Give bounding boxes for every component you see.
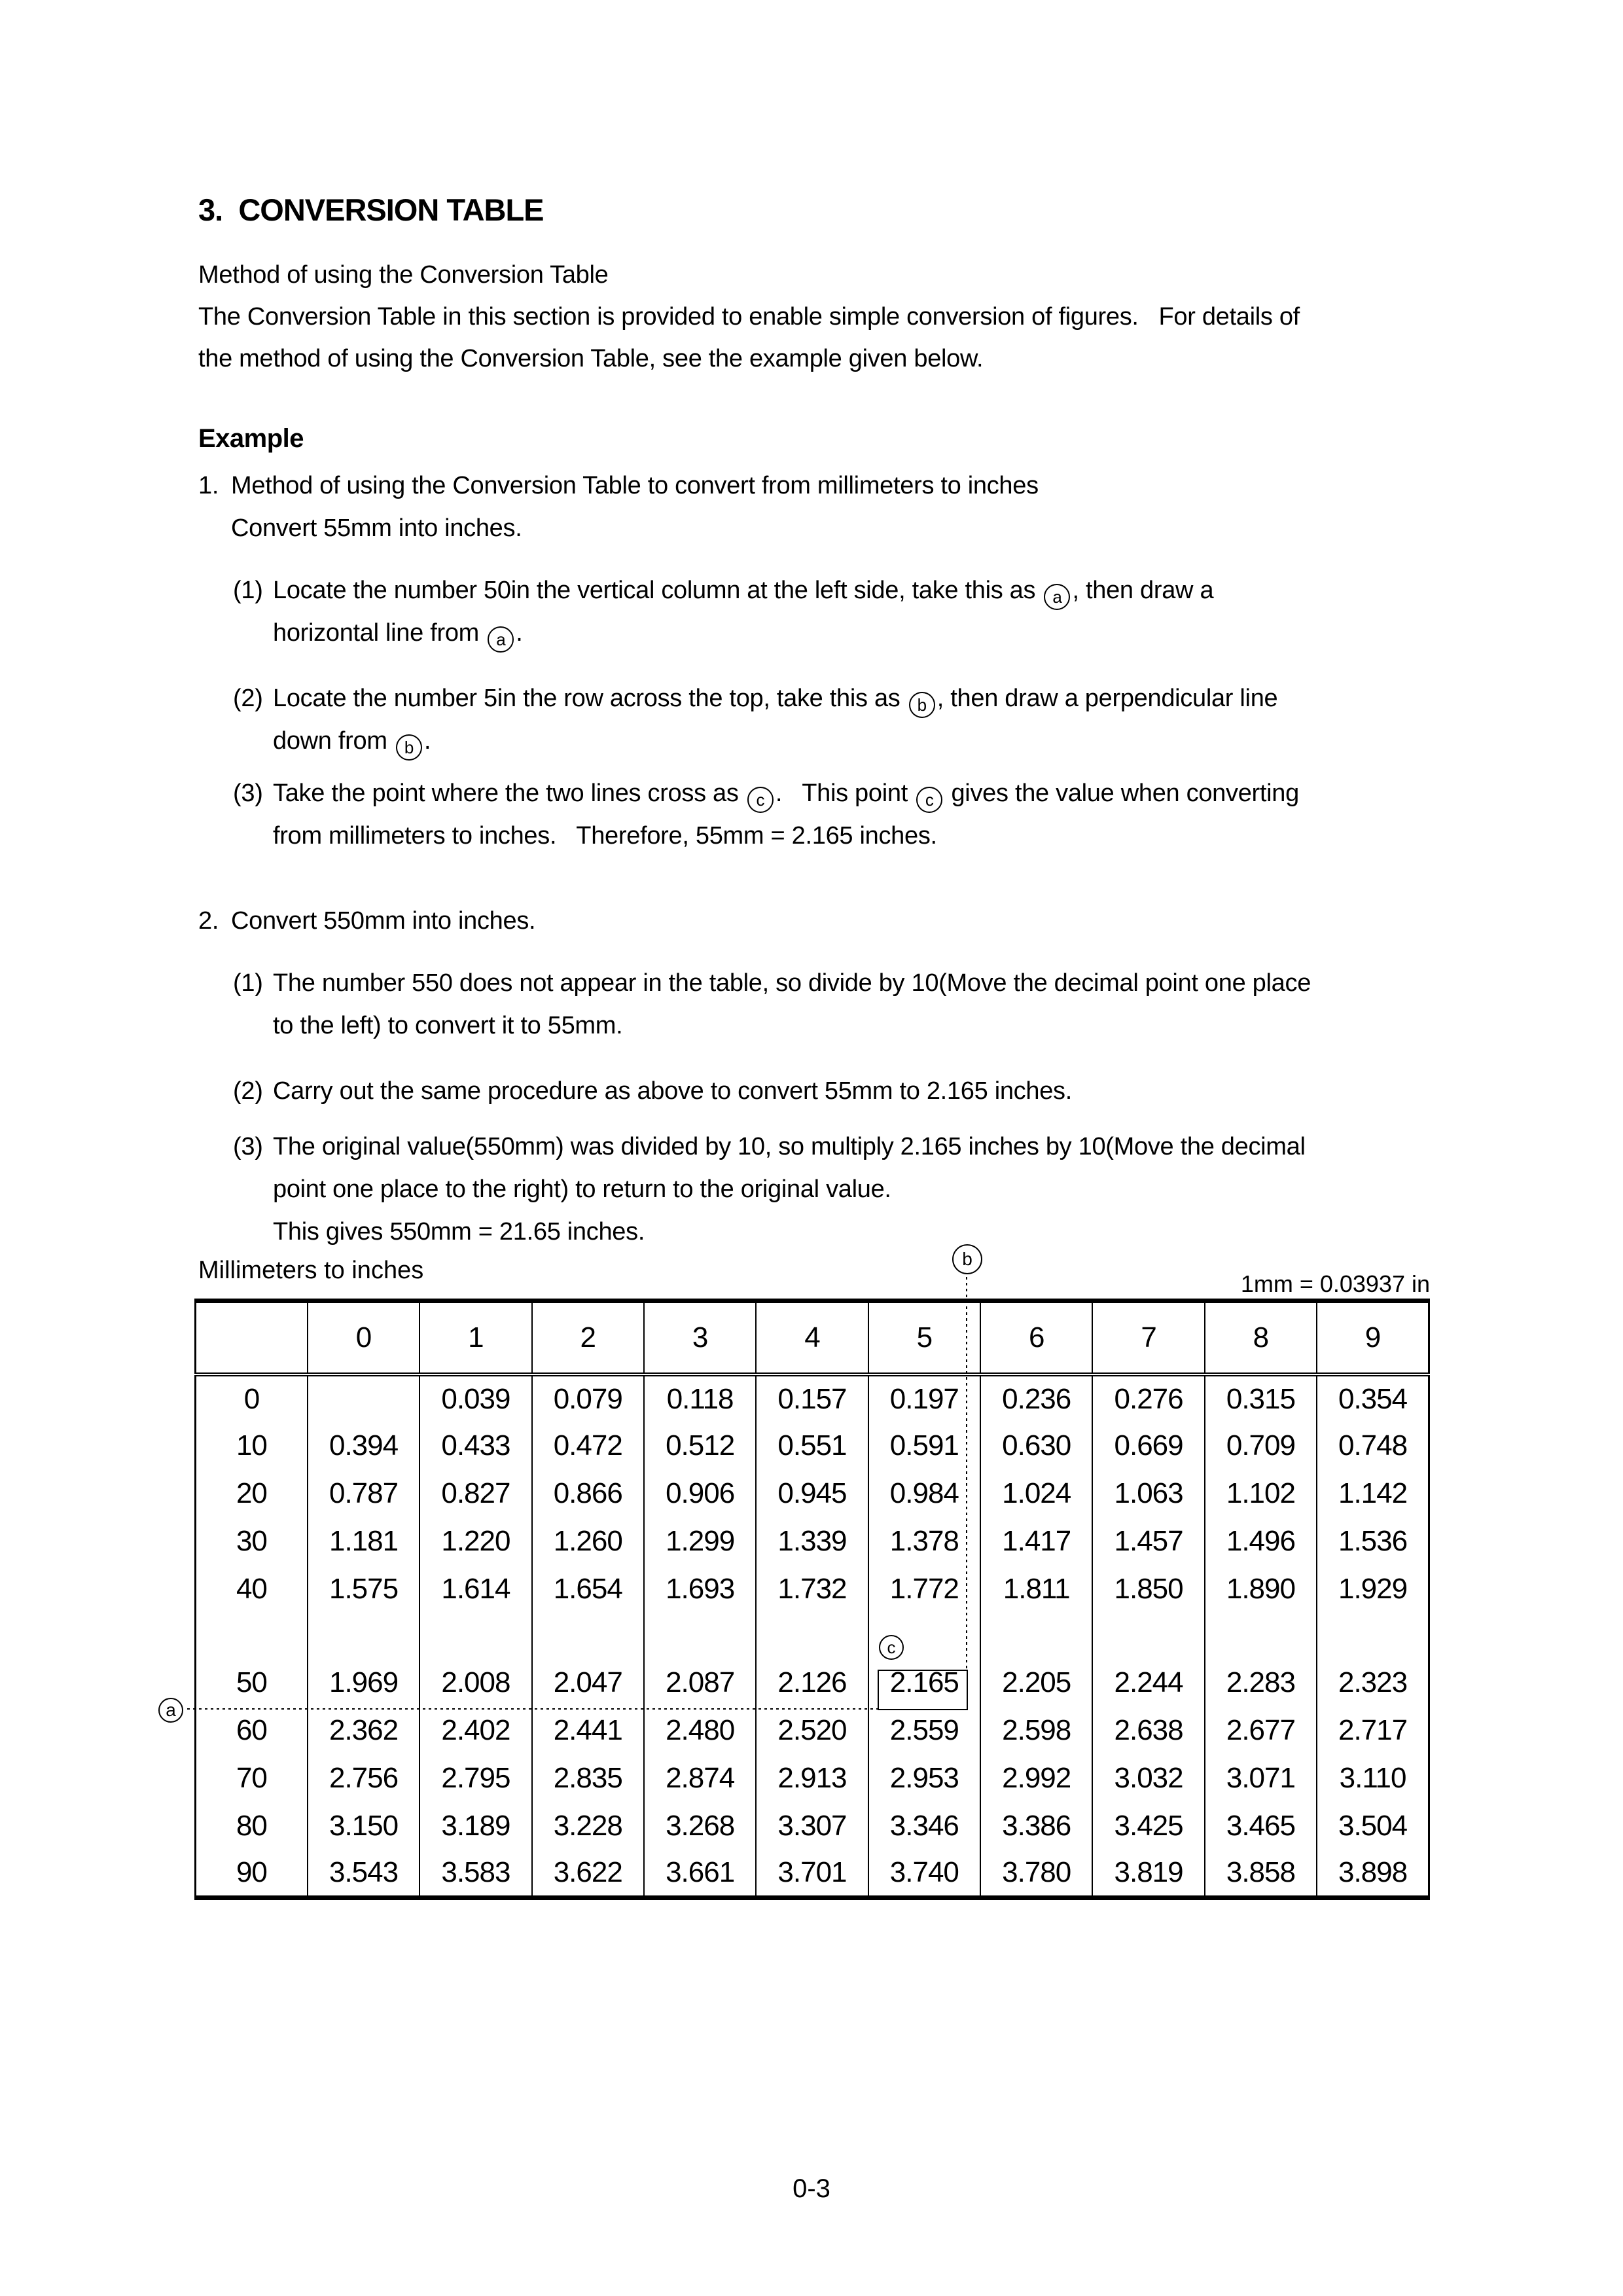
- conversion-table: [194, 1299, 1430, 1900]
- row-label: 60: [196, 1707, 308, 1755]
- table-cell: 1.024: [980, 1470, 1092, 1518]
- table-cell: 0.906: [644, 1470, 756, 1518]
- table-cell: 3.740: [868, 1850, 980, 1898]
- step: [233, 569, 1463, 655]
- table-cell: 3.268: [644, 1803, 756, 1850]
- table-cell: 1.063: [1092, 1470, 1204, 1518]
- table-cell: 0.079: [532, 1374, 644, 1422]
- table-row: [196, 1707, 1429, 1755]
- table-row: [196, 1659, 1429, 1707]
- intro-line: The Conversion Table in this section is provided to enable simple conversion of figures. For details of: [198, 303, 1300, 331]
- table-cell: 0.472: [532, 1422, 644, 1470]
- table-cell: 0.276: [1092, 1374, 1204, 1422]
- table-cell: 0.197: [868, 1374, 980, 1422]
- table-cell: 3.465: [1205, 1803, 1317, 1850]
- spacer-cell: [532, 1613, 644, 1659]
- conversion-factor-note: 1mm = 0.03937 in: [1240, 1270, 1430, 1297]
- table-cell: 0.551: [756, 1422, 868, 1470]
- column-header: 4: [756, 1301, 868, 1374]
- table-caption: Millimeters to inches: [198, 1257, 424, 1284]
- step-marker: (3): [233, 780, 263, 807]
- table-cell: 2.874: [644, 1755, 756, 1803]
- table-header-row: [196, 1301, 1429, 1374]
- step: [233, 962, 1463, 1047]
- step-marker: (2): [233, 1077, 263, 1105]
- table-cell: 0.394: [308, 1422, 419, 1470]
- table-cell: 2.402: [419, 1707, 531, 1755]
- table-cell: 3.071: [1205, 1755, 1317, 1803]
- table-cell: 3.898: [1317, 1850, 1429, 1898]
- table-cell: 2.480: [644, 1707, 756, 1755]
- table-cell: 1.772: [868, 1566, 980, 1613]
- table-cell: 0.866: [532, 1470, 644, 1518]
- circled-a-icon: a: [1044, 584, 1070, 610]
- table-cell: 0.118: [644, 1374, 756, 1422]
- list-item-marker: 1.: [198, 472, 219, 499]
- table-cell: 0.315: [1205, 1374, 1317, 1422]
- step-text: Locate the number 50in the vertical column at the left side, take this as a , then draw a: [273, 577, 1213, 604]
- circled-c-icon: c: [747, 787, 774, 813]
- column-header: 1: [419, 1301, 531, 1374]
- list-item: [198, 900, 535, 942]
- table-cell: 0.512: [644, 1422, 756, 1470]
- table-cell: 2.677: [1205, 1707, 1317, 1755]
- table-cell: 2.953: [868, 1755, 980, 1803]
- table-cell: 1.929: [1317, 1566, 1429, 1613]
- circled-b-icon: b: [396, 734, 422, 761]
- table-cell: 1.457: [1092, 1518, 1204, 1566]
- guide-line-horizontal-a: [187, 1708, 878, 1710]
- table-cell: 2.835: [532, 1755, 644, 1803]
- table-cell: 1.102: [1205, 1470, 1317, 1518]
- spacer-cell: [980, 1613, 1092, 1659]
- row-label: 90: [196, 1850, 308, 1898]
- spacer-cell: [196, 1613, 308, 1659]
- step-text: from millimeters to inches. Therefore, 55mm = 2.165 inches.: [273, 822, 937, 850]
- table-cell: 2.362: [308, 1707, 419, 1755]
- table-cell: 1.575: [308, 1566, 419, 1613]
- table-cell: 1.496: [1205, 1518, 1317, 1566]
- table-cell: 0.039: [419, 1374, 531, 1422]
- table-row: [196, 1566, 1429, 1613]
- step-text: Take the point where the two lines cross as c . This point c gives the value when converting: [273, 780, 1299, 807]
- table-cell: 3.189: [419, 1803, 531, 1850]
- table-cell: 3.858: [1205, 1850, 1317, 1898]
- table-cell: 0.236: [980, 1374, 1092, 1422]
- table-cell: 1.811: [980, 1566, 1092, 1613]
- table-cell: 2.795: [419, 1755, 531, 1803]
- table-cell: 3.701: [756, 1850, 868, 1898]
- table-cell: 3.346: [868, 1803, 980, 1850]
- table-cell: 1.260: [532, 1518, 644, 1566]
- table-cell: 3.032: [1092, 1755, 1204, 1803]
- spacer-row: [196, 1613, 1429, 1659]
- table-cell: 2.283: [1205, 1659, 1317, 1707]
- spacer-cell: [308, 1613, 419, 1659]
- example-heading: Example: [198, 424, 304, 453]
- table-cell: 3.150: [308, 1803, 419, 1850]
- table-cell: 0.748: [1317, 1422, 1429, 1470]
- intro-paragraph: [198, 254, 1461, 380]
- table-cell: 1.339: [756, 1518, 868, 1566]
- circled-c-icon: c: [916, 787, 942, 813]
- table-cell: 2.047: [532, 1659, 644, 1707]
- list-item: [198, 465, 1039, 507]
- column-header: 0: [308, 1301, 419, 1374]
- step: [233, 1126, 1463, 1253]
- table-cell: 2.992: [980, 1755, 1092, 1803]
- table-cell: 1.181: [308, 1518, 419, 1566]
- step-text: horizontal line from a .: [233, 612, 1463, 655]
- step: [233, 1070, 1463, 1113]
- circled-b-icon: b: [909, 692, 935, 718]
- column-header: 7: [1092, 1301, 1204, 1374]
- table-cell: 2.638: [1092, 1707, 1204, 1755]
- table-cell: 1.378: [868, 1518, 980, 1566]
- table-cell: 2.441: [532, 1707, 644, 1755]
- column-header: 5: [868, 1301, 980, 1374]
- table-cell: 0.827: [419, 1470, 531, 1518]
- column-header: 9: [1317, 1301, 1429, 1374]
- column-header: 3: [644, 1301, 756, 1374]
- table-cell: 3.583: [419, 1850, 531, 1898]
- table-cell: 1.890: [1205, 1566, 1317, 1613]
- table-cell: 0.945: [756, 1470, 868, 1518]
- table-cell: 1.417: [980, 1518, 1092, 1566]
- step: [233, 772, 1463, 857]
- list-item-text: Convert 550mm into inches.: [231, 907, 536, 935]
- list-item-text: Method of using the Conversion Table to convert from millimeters to inches: [231, 472, 1039, 499]
- highlight-box-2165: [878, 1670, 968, 1710]
- table-cell: 0.630: [980, 1422, 1092, 1470]
- page-number: 0-3: [793, 2174, 830, 2203]
- table-cell: 3.622: [532, 1850, 644, 1898]
- row-label: 80: [196, 1803, 308, 1850]
- row-label: 40: [196, 1566, 308, 1613]
- table-cell: 3.228: [532, 1803, 644, 1850]
- table-cell: 3.386: [980, 1803, 1092, 1850]
- table-cell: 2.323: [1317, 1659, 1429, 1707]
- step: [233, 677, 1463, 762]
- table-row: [196, 1374, 1429, 1422]
- guide-line-vertical-b: [966, 1277, 967, 1670]
- table-row: [196, 1803, 1429, 1850]
- row-label: 30: [196, 1518, 308, 1566]
- list-item-line: Convert 55mm into inches.: [231, 514, 522, 542]
- table-cell: 3.819: [1092, 1850, 1204, 1898]
- step-text: The number 550 does not appear in the table, so divide by 10(Move the decimal point one place: [273, 969, 1311, 997]
- marker-b-circle: b: [952, 1244, 982, 1274]
- table-cell: 1.850: [1092, 1566, 1204, 1613]
- table-cell: 0.354: [1317, 1374, 1429, 1422]
- table-cell: 0.669: [1092, 1422, 1204, 1470]
- table-cell: 1.614: [419, 1566, 531, 1613]
- table-cell: 0.984: [868, 1470, 980, 1518]
- marker-a-circle: a: [158, 1698, 183, 1723]
- table-cell: 0.157: [756, 1374, 868, 1422]
- spacer-cell: [1317, 1613, 1429, 1659]
- table-row: [196, 1850, 1429, 1898]
- table-row: [196, 1518, 1429, 1566]
- table-cell: 2.008: [419, 1659, 531, 1707]
- table-cell: 1.142: [1317, 1470, 1429, 1518]
- row-label: 20: [196, 1470, 308, 1518]
- table-row: [196, 1422, 1429, 1470]
- intro-line: the method of using the Conversion Table, see the example given below.: [198, 345, 984, 372]
- table-body: [196, 1374, 1429, 1898]
- table-cell: 1.693: [644, 1566, 756, 1613]
- table-cell: 3.780: [980, 1850, 1092, 1898]
- table-cell: 2.126: [756, 1659, 868, 1707]
- step-text: point one place to the right) to return to the original value.: [273, 1175, 891, 1203]
- table-cell: 3.110: [1317, 1755, 1429, 1803]
- table-cell: 1.969: [308, 1659, 419, 1707]
- table-cell: 0.709: [1205, 1422, 1317, 1470]
- table-cell: 1.220: [419, 1518, 531, 1566]
- step-text: Carry out the same procedure as above to convert 55mm to 2.165 inches.: [273, 1077, 1072, 1105]
- table-cell: 1.732: [756, 1566, 868, 1613]
- table-cell: 2.205: [980, 1659, 1092, 1707]
- spacer-cell: [644, 1613, 756, 1659]
- step-marker: (1): [233, 969, 263, 997]
- table-cell: 3.425: [1092, 1803, 1204, 1850]
- table-cell: 0.787: [308, 1470, 419, 1518]
- table-cell: 0.591: [868, 1422, 980, 1470]
- table-cell: 2.598: [980, 1707, 1092, 1755]
- column-header: 8: [1205, 1301, 1317, 1374]
- step-marker: (3): [233, 1133, 263, 1160]
- step-text: This gives 550mm = 21.65 inches.: [273, 1218, 645, 1246]
- table-cell: 2.165: [868, 1659, 980, 1707]
- column-header: 2: [532, 1301, 644, 1374]
- circled-a-icon: a: [488, 626, 514, 653]
- table-cell: 3.504: [1317, 1803, 1429, 1850]
- step-text: The original value(550mm) was divided by 10, so multiply 2.165 inches by 10(Move the decimal: [273, 1133, 1306, 1160]
- table-cell: 2.756: [308, 1755, 419, 1803]
- row-label: 50: [196, 1659, 308, 1707]
- page-title: 3. CONVERSION TABLE: [198, 192, 544, 227]
- intro-line: Method of using the Conversion Table: [198, 261, 609, 289]
- spacer-cell: [419, 1613, 531, 1659]
- table-row: [196, 1755, 1429, 1803]
- step-marker: (1): [233, 577, 263, 604]
- spacer-cell: [1092, 1613, 1204, 1659]
- spacer-cell: [756, 1613, 868, 1659]
- table-cell: 0.433: [419, 1422, 531, 1470]
- table-cell: 2.087: [644, 1659, 756, 1707]
- corner-cell: [196, 1301, 308, 1374]
- table-cell: 1.654: [532, 1566, 644, 1613]
- table-cell: 3.543: [308, 1850, 419, 1898]
- row-label: 0: [196, 1374, 308, 1422]
- row-label: 70: [196, 1755, 308, 1803]
- table-cell: 2.244: [1092, 1659, 1204, 1707]
- marker-c-circle: c: [879, 1635, 904, 1660]
- step-text: Locate the number 5in the row across the top, take this as b , then draw a perpendicular line: [273, 685, 1277, 712]
- spacer-cell: [1205, 1613, 1317, 1659]
- table-cell: 2.520: [756, 1707, 868, 1755]
- table-row: [196, 1470, 1429, 1518]
- table-cell: [308, 1374, 419, 1422]
- table-cell: 3.307: [756, 1803, 868, 1850]
- column-header: 6: [980, 1301, 1092, 1374]
- list-item-marker: 2.: [198, 907, 219, 935]
- table-cell: 3.661: [644, 1850, 756, 1898]
- table-cell: 2.717: [1317, 1707, 1429, 1755]
- step-marker: (2): [233, 685, 263, 712]
- table-cell: 1.536: [1317, 1518, 1429, 1566]
- row-label: 10: [196, 1422, 308, 1470]
- step-text: down from b .: [233, 720, 1463, 762]
- table-cell: 2.913: [756, 1755, 868, 1803]
- step-text: to the left) to convert it to 55mm.: [273, 1012, 623, 1039]
- table-cell: 1.299: [644, 1518, 756, 1566]
- table-cell: 2.559: [868, 1707, 980, 1755]
